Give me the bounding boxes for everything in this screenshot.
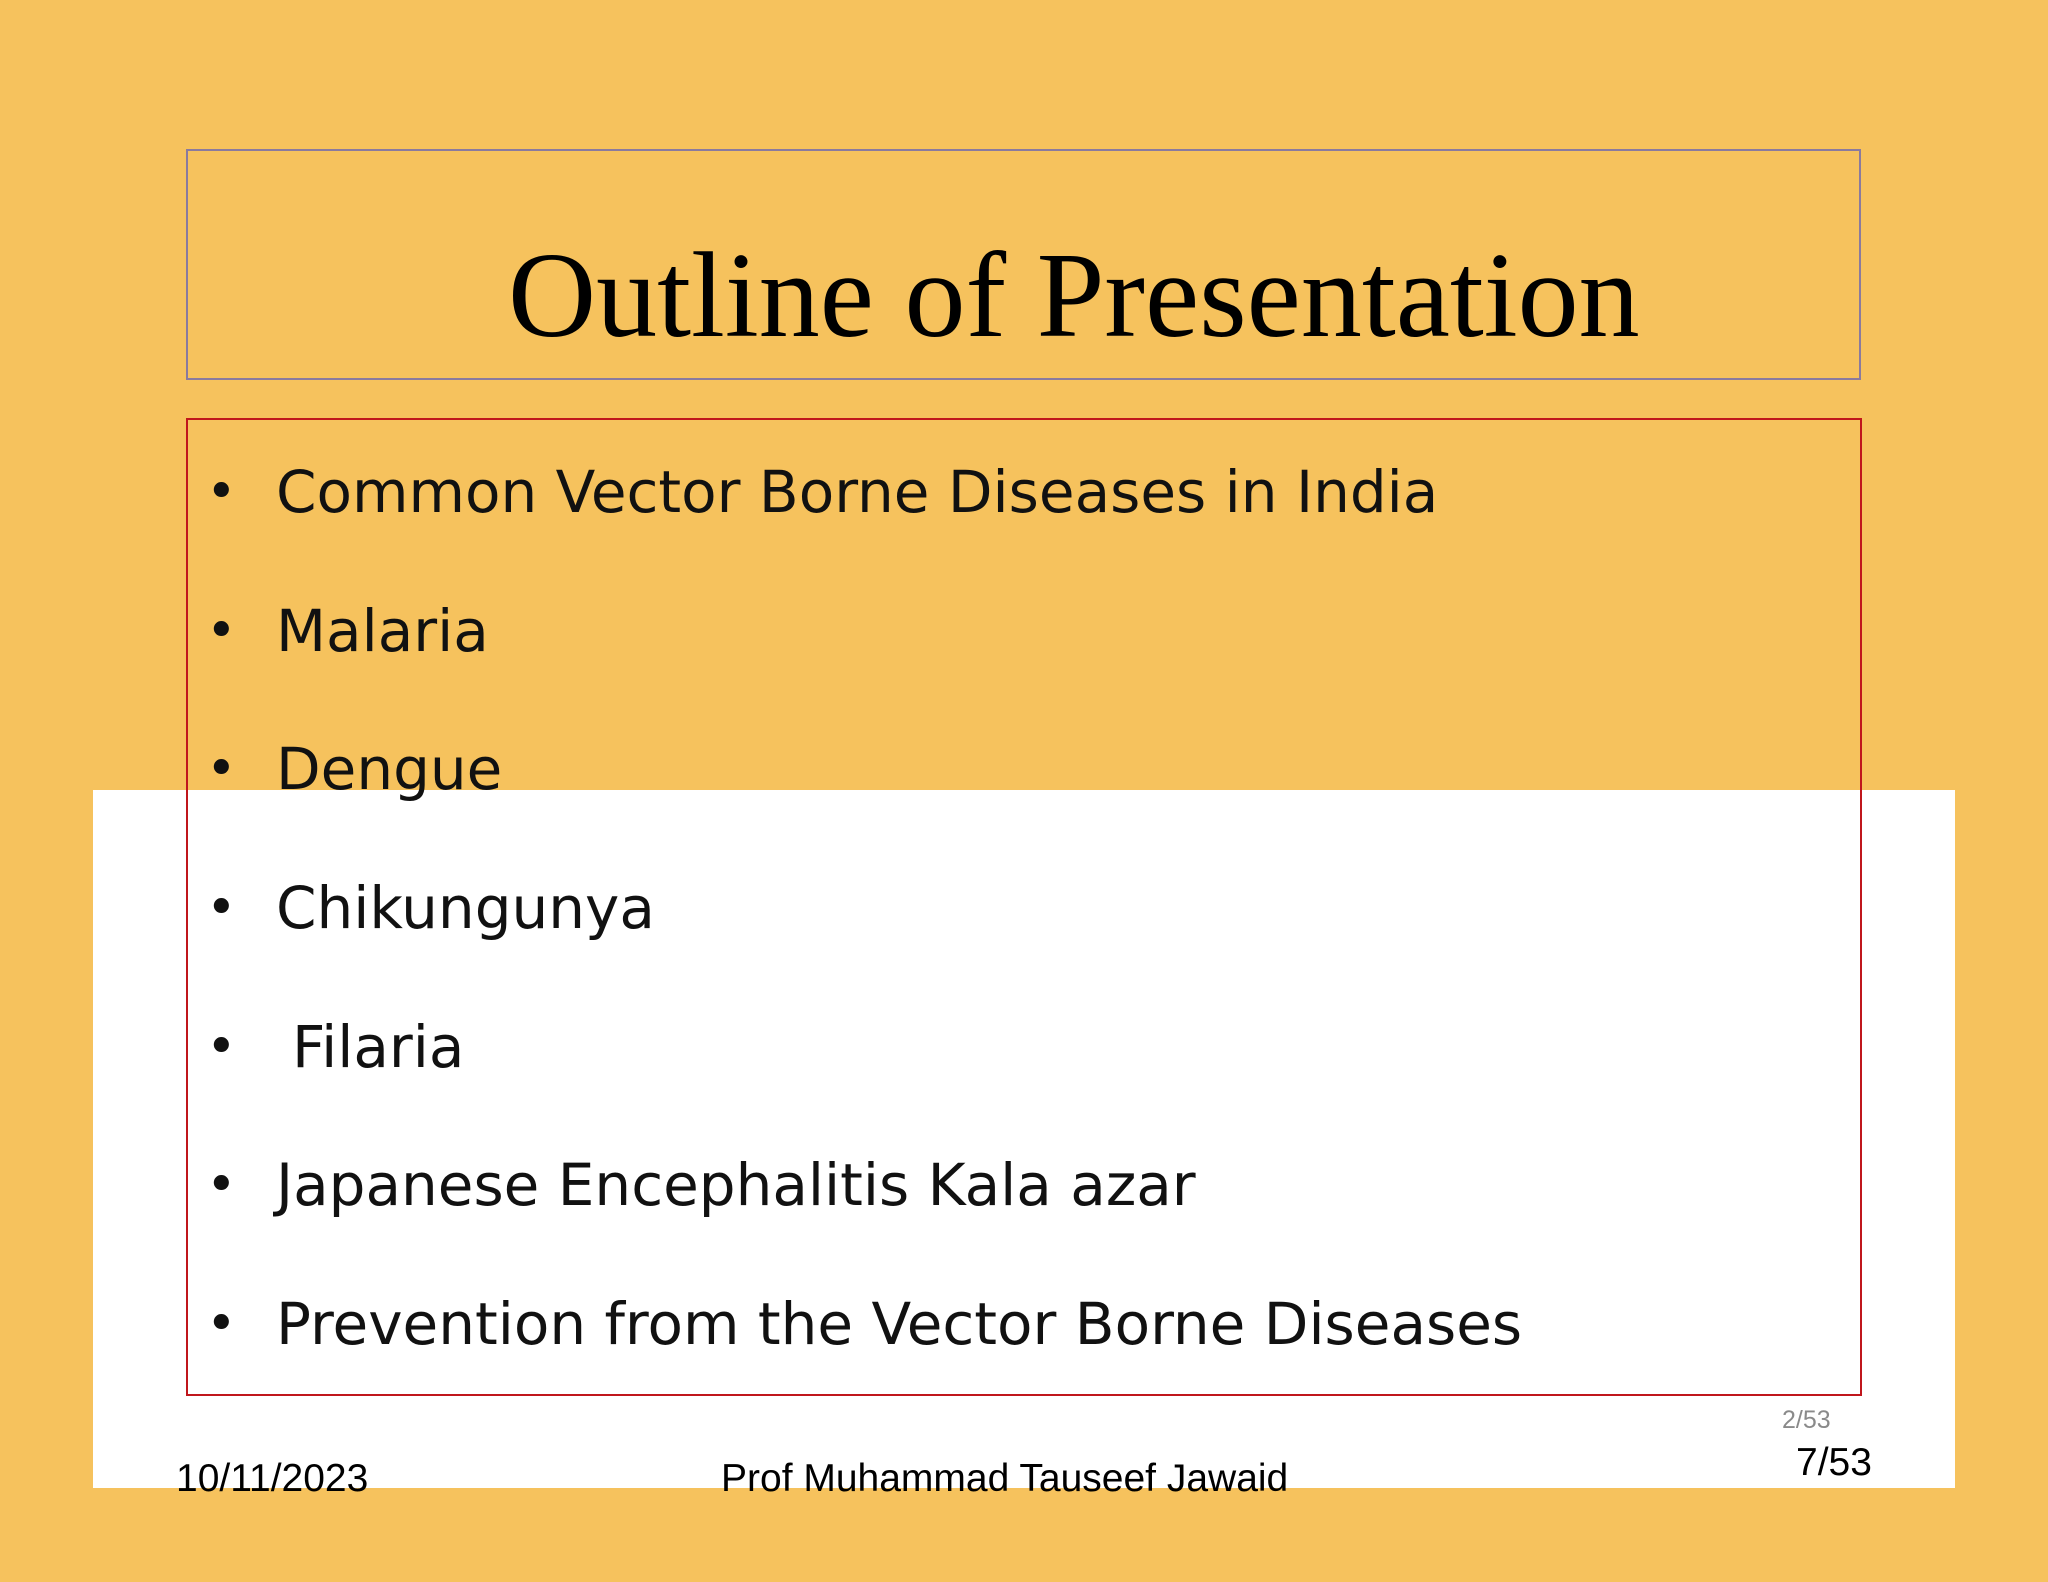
bullet-marker: • xyxy=(206,462,237,522)
page-number: 7/53 xyxy=(1796,1441,1872,1484)
footer-date: 10/11/2023 xyxy=(176,1457,369,1500)
bullet-text: Prevention from the Vector Borne Diseases xyxy=(276,1290,1523,1358)
bullet-text: Chikungunya xyxy=(276,874,655,942)
slide-title: Outline of Presentation xyxy=(508,228,1640,363)
bullet-text: Common Vector Borne Diseases in India xyxy=(276,458,1439,526)
bullet-text: Dengue xyxy=(276,735,503,803)
footer-author: Prof Muhammad Tauseef Jawaid xyxy=(721,1457,1289,1500)
bullet-text: Malaria xyxy=(276,597,489,665)
title-box xyxy=(186,149,1861,380)
bullet-marker: • xyxy=(206,878,237,938)
bullet-marker: • xyxy=(206,1294,237,1354)
content-box xyxy=(186,418,1862,1396)
bullet-marker: • xyxy=(206,1155,237,1215)
bullet-marker: • xyxy=(206,739,237,799)
bullet-text: Japanese Encephalitis Kala azar xyxy=(276,1151,1196,1219)
bullet-text: Filaria xyxy=(292,1013,465,1081)
bullet-marker: • xyxy=(206,1017,237,1077)
page-indicator-small: 2/53 xyxy=(1782,1406,1831,1434)
bullet-marker: • xyxy=(206,601,237,661)
